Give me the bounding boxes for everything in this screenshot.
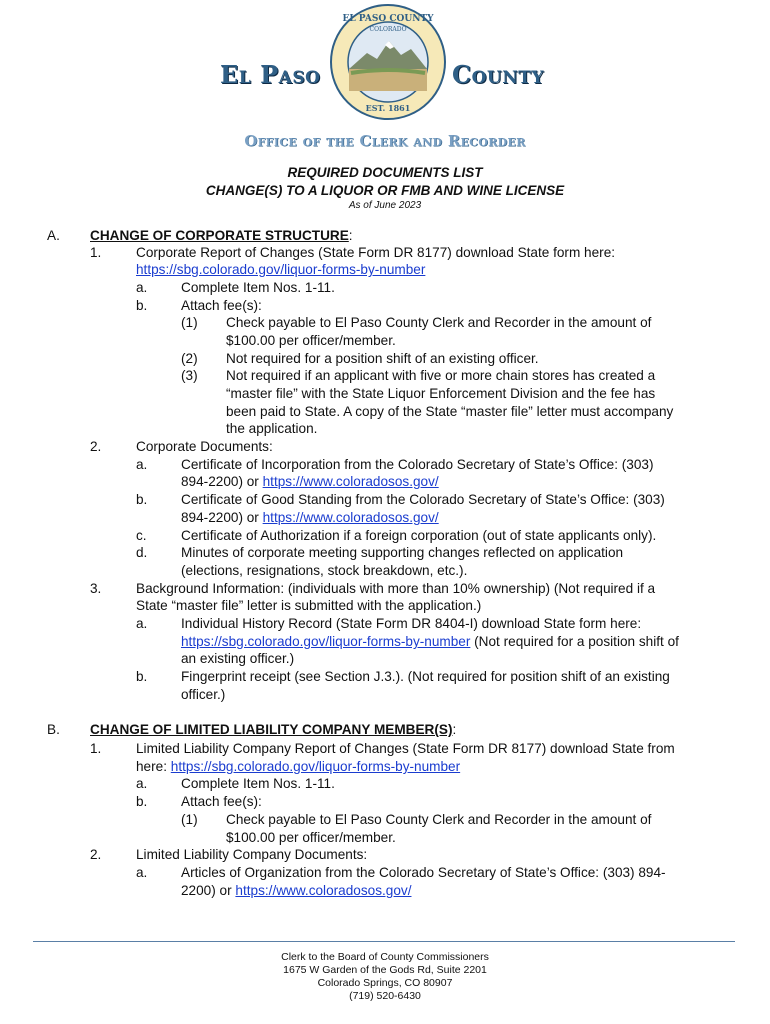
list-item: Corporate Documents:: [136, 439, 273, 454]
list-item: Corporate Report of Changes (State Form DR 8177) download State form here:: [136, 245, 616, 260]
item-number: (1): [181, 812, 198, 827]
doc-subtitle: CHANGE(S) TO A LIQUOR OR FMB AND WINE LICENSE: [205, 183, 565, 198]
office-title: Office of the Clerk and Recorder: [244, 132, 526, 150]
list-item: an existing officer.): [181, 651, 295, 666]
item-letter: c.: [136, 528, 147, 543]
svg-text:EST. 1861: EST. 1861: [365, 103, 411, 113]
list-item: officer.): [181, 687, 226, 702]
as-of-date: As of June 2023: [348, 200, 422, 211]
list-item: (Not required for a position shift of: [470, 634, 679, 649]
list-item: Complete Item Nos. 1-11.: [181, 280, 335, 295]
list-item: Not required for a position shift of an existing officer.: [226, 351, 539, 366]
list-item: State “master file” letter is submitted with the application.): [136, 598, 482, 613]
section-b-heading: [90, 721, 456, 739]
list-item: here:: [136, 759, 171, 774]
list-item: Certificate of Incorporation from the Colorado Secretary of State’s Office: (303): [181, 457, 654, 472]
list-item: Limited Liability Company Documents:: [136, 847, 368, 862]
item-number: 2.: [90, 847, 102, 862]
list-item: been paid to State. A copy of the State “master file” letter must accompany: [226, 404, 674, 419]
svg-text:COLORADO: COLORADO: [369, 26, 407, 33]
doc-title: REQUIRED DOCUMENTS LIST: [287, 165, 483, 180]
state-forms-link[interactable]: https://sbg.colorado.gov/liquor-forms-by-number: [181, 634, 471, 649]
item-letter: b.: [136, 298, 148, 313]
item-number: 2.: [90, 439, 102, 454]
list-item: Not required if an applicant with five or more chain stores has created a: [226, 368, 656, 383]
section-b-title: CHANGE OF LIMITED LIABILITY COMPANY MEMBER(S): [90, 722, 453, 737]
svg-text:EL PASO COUNTY: EL PASO COUNTY: [342, 14, 434, 24]
list-item: Certificate of Good Standing from the Colorado Secretary of State’s Office: (303): [181, 492, 665, 507]
section-b-letter: B.: [47, 722, 60, 737]
state-forms-link[interactable]: https://sbg.colorado.gov/liquor-forms-by-number: [136, 262, 426, 277]
list-item: Attach fee(s):: [181, 298, 262, 313]
list-item: Articles of Organization from the Colorado Secretary of State’s Office: (303) 894-: [181, 865, 666, 880]
letterhead: [0, 0, 770, 160]
footer-address: 1675 W Garden of the Gods Rd, Suite 2201: [283, 964, 487, 976]
coloradosos-link[interactable]: https://www.coloradosos.gov/: [262, 510, 439, 525]
item-number: 1.: [90, 245, 102, 260]
state-forms-link[interactable]: https://sbg.colorado.gov/liquor-forms-by-number: [170, 759, 461, 774]
list-item: $100.00 per officer/member.: [226, 830, 396, 845]
list-item: Complete Item Nos. 1-11.: [181, 776, 335, 791]
list-item: “master file” with the State Liquor Enforcement Division and the fee has: [226, 386, 656, 401]
footer-line: Clerk to the Board of County Commissioners: [281, 951, 489, 963]
list-item: Individual History Record (State Form DR 8404-I) download State form here:: [181, 616, 642, 631]
section-a-title: CHANGE OF CORPORATE STRUCTURE: [90, 228, 349, 243]
item-letter: b.: [136, 492, 148, 507]
item-letter: b.: [136, 794, 148, 809]
county-name-right: County: [452, 60, 545, 89]
item-number: 1.: [90, 741, 102, 756]
list-item: $100.00 per officer/member.: [226, 333, 396, 348]
item-letter: a.: [136, 457, 148, 472]
section-a-letter: A.: [47, 228, 60, 243]
list-item: Check payable to El Paso County Clerk and Recorder in the amount of: [226, 812, 652, 827]
item-number: (3): [181, 368, 198, 383]
footer-city: Colorado Springs, CO 80907: [317, 977, 453, 989]
item-number: 3.: [90, 581, 102, 596]
list-item: 894-2200) or: [181, 510, 263, 525]
section-b-colon: :: [452, 722, 457, 737]
county-seal-icon: [329, 3, 447, 121]
coloradosos-link[interactable]: https://www.coloradosos.gov/: [235, 883, 412, 898]
item-letter: d.: [136, 545, 148, 560]
list-item: Check payable to El Paso County Clerk and Recorder in the amount of: [226, 315, 652, 330]
list-item: (elections, resignations, stock breakdown, etc.).: [181, 563, 468, 578]
item-number: (1): [181, 315, 198, 330]
item-letter: a.: [136, 776, 148, 791]
section-a-heading: [90, 227, 353, 245]
list-item: Minutes of corporate meeting supporting changes reflected on application: [181, 545, 624, 560]
list-item: the application.: [226, 421, 318, 436]
footer-divider: [33, 941, 735, 942]
item-letter: a.: [136, 865, 148, 880]
footer-phone: (719) 520-6430: [349, 990, 421, 1002]
section-a-colon: :: [348, 228, 353, 243]
list-item: 894-2200) or: [181, 474, 263, 489]
list-item: Limited Liability Company Report of Changes (State Form DR 8177) download State from: [136, 741, 675, 756]
list-item: Fingerprint receipt (see Section J.3.). (Not required for position shift of an existing: [181, 669, 670, 684]
county-name-left: El Paso: [220, 60, 321, 89]
list-item: 2200) or: [181, 883, 236, 898]
item-letter: a.: [136, 280, 148, 295]
item-letter: a.: [136, 616, 148, 631]
coloradosos-link[interactable]: https://www.coloradosos.gov/: [262, 474, 439, 489]
item-letter: b.: [136, 669, 148, 684]
list-item: Certificate of Authorization if a foreign corporation (out of state applicants only).: [181, 528, 657, 543]
list-item: Background Information: (individuals with more than 10% ownership) (Not required if a: [136, 581, 656, 596]
list-item: Attach fee(s):: [181, 794, 262, 809]
item-number: (2): [181, 351, 198, 366]
